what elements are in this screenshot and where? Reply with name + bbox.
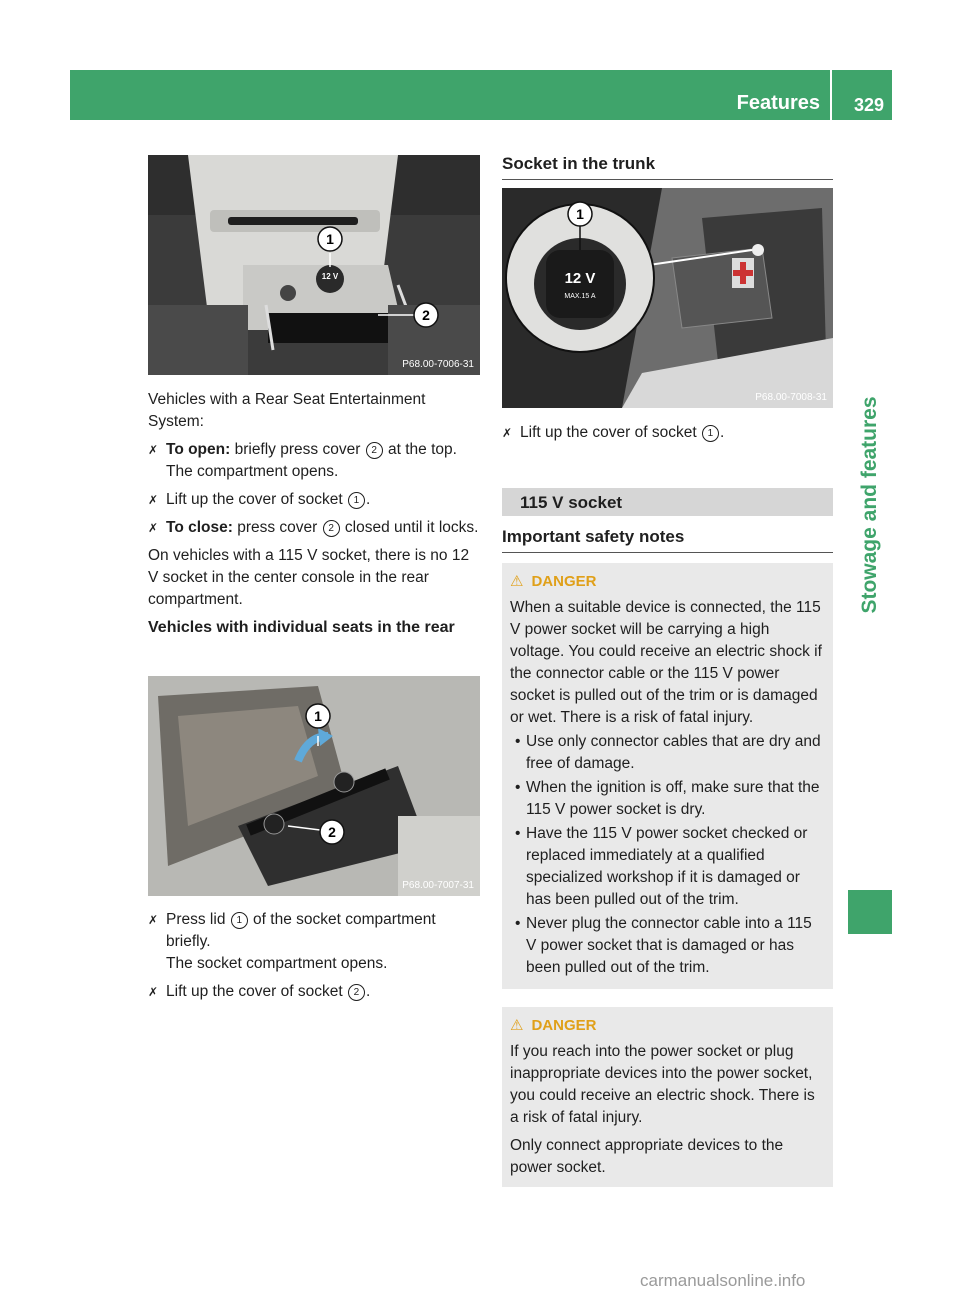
chapter-tab-label: Stowage and features [858, 396, 881, 614]
danger-label: DANGER [531, 573, 597, 590]
step-arrow-icon: ✗ [148, 913, 159, 927]
step-lift-cover [148, 489, 482, 511]
left-column-lower [148, 909, 482, 1009]
step-text: briefly press cover [230, 441, 365, 458]
page-number: 329 [853, 95, 884, 115]
danger-title [510, 571, 825, 593]
header-divider [830, 70, 832, 120]
step-text: press cover [232, 519, 322, 536]
callout-1: 1 [576, 206, 584, 222]
subsection-heading: Important safety notes [502, 526, 833, 553]
step-press-lid [148, 909, 482, 975]
grey-section-heading: 115 V socket [502, 488, 833, 516]
step-arrow-icon: ✗ [148, 443, 159, 457]
subheading: Vehicles with individual seats in the rear [148, 619, 455, 636]
photo-code: P68.00-7006-31 [402, 359, 474, 370]
bullet-text: Never plug the connector cable into a 115 V power socket that is damaged or has been pulled out of the trim. [526, 915, 812, 976]
page-header [70, 70, 892, 120]
step-lift-cover-2 [148, 981, 482, 1003]
danger-label: DANGER [531, 1017, 597, 1034]
step-to-open [148, 439, 482, 483]
step-text: Lift up the cover of socket [166, 491, 347, 508]
step-label: To open: [166, 441, 231, 458]
callout-ref: 1 [231, 912, 248, 929]
danger-box [502, 563, 833, 989]
step-label: To close: [166, 519, 233, 536]
right-column [502, 422, 833, 1187]
step-arrow-icon: ✗ [148, 521, 159, 535]
chapter-tab [848, 130, 892, 880]
section-heading: Socket in the trunk [502, 153, 833, 180]
bullet-icon: • [515, 825, 521, 842]
chapter-marker [848, 890, 892, 934]
step-text: . [719, 424, 725, 441]
header-title: Features [736, 92, 820, 114]
danger-text: When a suitable device is connected, the 115 V power socket will be carrying a high voltage. You could receive an electric shock if the connector cable or the 115 V power socket is pulled out of the trim or is damaged or wet. There is a risk of fatal injury. [510, 599, 822, 726]
bullet-icon: • [515, 915, 521, 932]
step-result: The compartment opens. [166, 463, 339, 480]
left-column [148, 389, 482, 645]
callout-ref: 2 [323, 520, 340, 537]
callout-ref: 1 [348, 492, 365, 509]
bullet-icon: • [515, 779, 521, 796]
step-text: at the top. [383, 441, 457, 458]
step-text: . [365, 491, 371, 508]
callout-ref: 2 [366, 442, 383, 459]
step-text: Lift up the cover of socket [166, 983, 347, 1000]
note-text: On vehicles with a 115 V socket, there is no 12 V socket in the center console in the rear compartment. [148, 547, 470, 608]
callout-2: 2 [328, 824, 336, 840]
photo-individual-seats-console [148, 676, 480, 896]
bullet-text: Have the 115 V power socket checked or replaced immediately at a qualified specialized workshop if it is damaged or has been pulled out of the trim. [526, 825, 808, 908]
danger-text: Only connect appropriate devices to the power socket. [510, 1137, 784, 1176]
step-arrow-icon: ✗ [148, 493, 159, 507]
step-arrow-icon: ✗ [148, 985, 159, 999]
step-arrow-icon: ✗ [502, 426, 513, 440]
warning-icon: ⚠ [510, 573, 524, 590]
socket-label-12v: 12 V [321, 272, 339, 281]
step-to-close [148, 517, 482, 539]
right-column-top [502, 153, 833, 190]
danger-title [510, 1015, 825, 1037]
photo-rear-console [148, 155, 480, 375]
callout-1: 1 [326, 231, 334, 247]
bullet-text: Use only connector cables that are dry and free of damage. [526, 733, 821, 772]
photo-trunk-socket [502, 188, 833, 408]
photo-code: P68.00-7007-31 [402, 880, 474, 891]
bullet-item [510, 777, 825, 821]
bullet-item [510, 913, 825, 979]
step-result: The socket compartment opens. [166, 955, 388, 972]
watermark: carmanualsonline.info [640, 1271, 806, 1290]
intro-text: Vehicles with a Rear Seat Entertainment System: [148, 391, 426, 430]
step-text: closed until it locks. [340, 519, 479, 536]
bullet-item [510, 731, 825, 775]
socket-label-max: MAX.15 A [564, 293, 596, 300]
warning-icon: ⚠ [510, 1017, 524, 1034]
callout-ref: 1 [702, 425, 719, 442]
step-text: Press lid [166, 911, 230, 928]
photo-code: P68.00-7008-31 [755, 392, 827, 403]
bullet-text: When the ignition is off, make sure that the 115 V power socket is dry. [526, 779, 820, 818]
danger-box-2 [502, 1007, 833, 1187]
socket-label-12v: 12 V [564, 270, 596, 287]
step-text: . [365, 983, 371, 1000]
bullet-icon: • [515, 733, 521, 750]
step-text: of the socket compartment briefly. [166, 911, 436, 950]
step-lift-trunk-cover [502, 422, 833, 444]
step-text: Lift up the cover of socket [520, 424, 701, 441]
callout-ref: 2 [348, 984, 365, 1001]
callout-2: 2 [422, 307, 430, 323]
callout-1: 1 [314, 708, 322, 724]
danger-text: If you reach into the power socket or plug inappropriate devices into the power socket, you could receive an electric shock. There is a risk of fatal injury. [510, 1043, 815, 1126]
bullet-item [510, 823, 825, 911]
